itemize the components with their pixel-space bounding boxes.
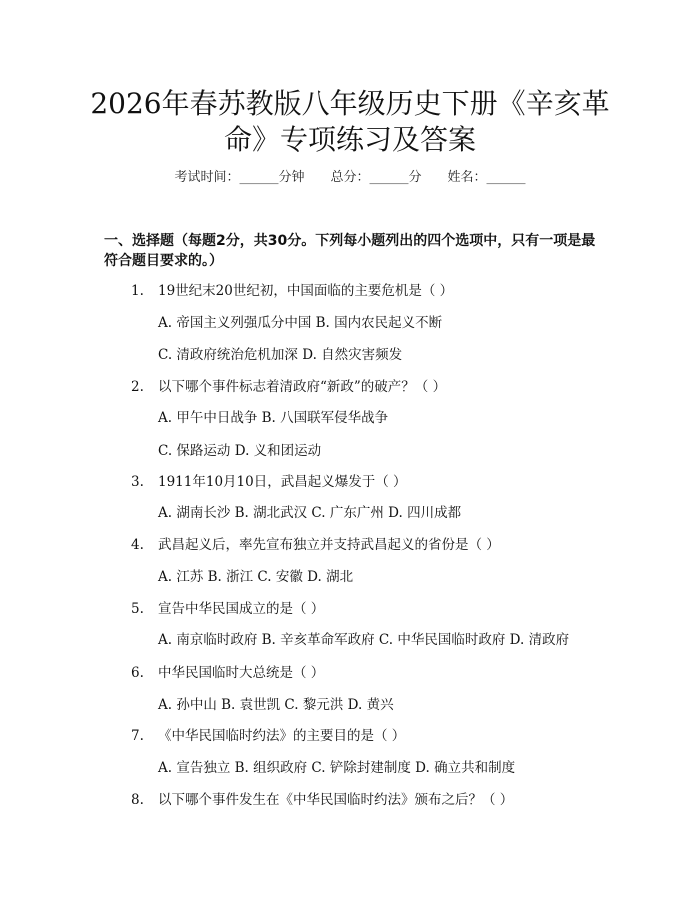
question-number: 1. (131, 283, 144, 299)
question-text: 《中华民国临时约法》的主要目的是（ ） (158, 728, 406, 744)
question-6 (131, 663, 324, 683)
question-1 (131, 281, 453, 301)
document-title-line-2: 命》专项练习及答案 (223, 123, 476, 156)
question-number: 6. (131, 665, 144, 681)
document-title-line-1: 2026年春苏教版八年级历史下册《辛亥革 (90, 87, 610, 120)
question-4-options-row-1: A. 江苏 B. 浙江 C. 安徽 D. 湖北 (158, 569, 354, 585)
question-2-options-row-2: C. 保路运动 D. 义和团运动 (158, 443, 322, 459)
question-text: 以下哪个事件发生在《中华民国临时约法》颁布之后？（ ） (158, 792, 514, 808)
question-number: 4. (131, 537, 144, 553)
question-number: 7. (131, 728, 144, 744)
question-7 (131, 726, 405, 746)
question-6-options-row-1: A. 孙中山 B. 袁世凯 C. 黎元洪 D. 黄兴 (158, 697, 394, 713)
exam-time-field: 考试时间：______分钟 (174, 170, 305, 185)
question-5-options-row-1: A. 南京临时政府 B. 辛亥革命军政府 C. 中华民国临时政府 D. 清政府 (158, 632, 570, 648)
question-number: 3. (131, 474, 144, 490)
question-3 (131, 472, 407, 492)
question-1-options-row-2: C. 清政府统治危机加深 D. 自然灾害频发 (158, 347, 403, 363)
question-number: 5. (131, 601, 144, 617)
question-8 (131, 790, 513, 810)
exam-score-field: 总分：______分 (330, 170, 422, 185)
exam-name-field: 姓名：______ (447, 170, 526, 185)
question-text: 中华民国临时大总统是（ ） (158, 665, 325, 681)
question-4 (131, 535, 500, 555)
question-text: 1911年10月10日，武昌起义爆发于（ ） (158, 474, 407, 490)
exam-info-line (0, 168, 700, 188)
question-text: 19世纪末20世纪初，中国面临的主要危机是（ ） (158, 283, 454, 299)
section-heading-line-1: 一、选择题（每题2分，共30分。下列每小题列出的四个选项中，只有一项是最 (104, 233, 596, 249)
question-3-options-row-1: A. 湖南长沙 B. 湖北武汉 C. 广东广州 D. 四川成都 (158, 505, 462, 521)
question-text: 武昌起义后，率先宣布独立并支持武昌起义的省份是（ ） (158, 537, 500, 553)
question-5 (131, 599, 324, 619)
question-2 (131, 377, 446, 397)
question-2-options-row-1: A. 甲午中日战争 B. 八国联军侵华战争 (158, 410, 389, 426)
question-number: 8. (131, 792, 144, 808)
question-text: 宣告中华民国成立的是（ ） (158, 601, 325, 617)
section-heading-line-2: 符合题目要求的。） (104, 253, 223, 269)
question-number: 2. (131, 379, 144, 395)
question-text: 以下哪个事件标志着清政府“新政”的破产？（ ） (158, 379, 447, 395)
question-7-options-row-1: A. 宣告独立 B. 组织政府 C. 铲除封建制度 D. 确立共和制度 (158, 760, 516, 776)
question-1-options-row-1: A. 帝国主义列强瓜分中国 B. 国内农民起义不断 (158, 315, 443, 331)
